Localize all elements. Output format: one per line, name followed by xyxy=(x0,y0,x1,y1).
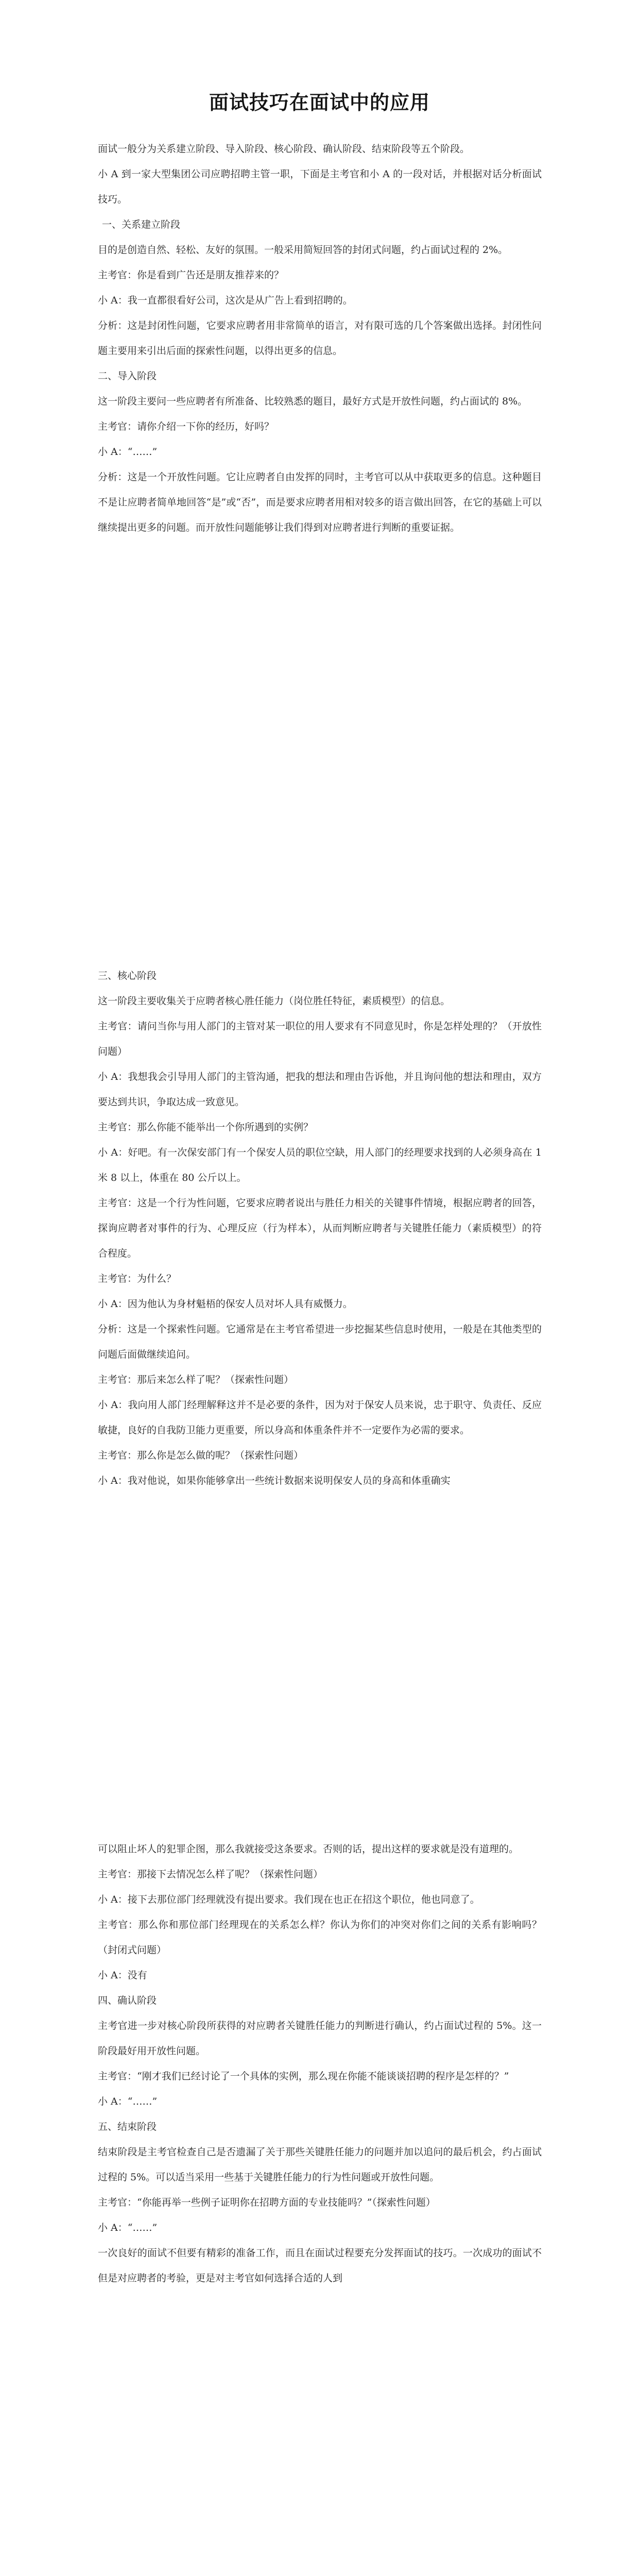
paragraph: 主考官：那么你是怎么做的呢？（探索性问题） xyxy=(98,1450,304,1461)
page-title: 面试技巧在面试中的应用 xyxy=(209,91,430,114)
paragraph: 可以阻止坏人的犯罪企图，那么我就接受这条要求。否则的话，提出这样的要求就是没有道理的。 xyxy=(98,1843,519,1855)
paragraph: 主考官：那么你和那位部门经理现在的关系怎么样？你认为你们的冲突对你们之间的关系有影响吗？（封闭式问题） xyxy=(98,1919,542,1956)
paragraph: 面试一般分为关系建立阶段、导入阶段、核心阶段、确认阶段、结束阶段等五个阶段。 xyxy=(98,143,470,155)
paragraph: 小 A：“……” xyxy=(98,2222,158,2233)
paragraph: 主考官：为什么？ xyxy=(98,1273,177,1284)
paragraph: 小 A：接下去那位部门经理就没有提出要求。我们现在也正在招这个职位，他也同意了。 xyxy=(98,1894,480,1905)
paragraph: 主考官：请问当你与用人部门的主管对某一职位的用人要求有不同意见时，你是怎样处理的？（开放性问题） xyxy=(98,1021,542,1057)
paragraph: 主考官：请你介绍一下你的经历，好吗？ xyxy=(98,421,274,432)
section-heading: 四、确认阶段 xyxy=(98,1995,157,2006)
paragraph: 结束阶段是主考官检查自己是否遗漏了关于那些关键胜任能力的问题并加以追问的最后机会，约占面试过程的 5%。可以适当采用一些基于关键胜任能力的行为性问题或开放性问题。 xyxy=(98,2146,542,2183)
paragraph: 主考官：那么你能不能举出一个你所遇到的实例？ xyxy=(98,1122,314,1133)
text-block-2 xyxy=(98,963,542,1494)
paragraph: 这一阶段主要问一些应聘者有所准备、比较熟悉的题目，最好方式是开放性问题，约占面试的 8%。 xyxy=(98,396,528,407)
paragraph: 小 A：“……” xyxy=(98,446,158,457)
paragraph: 小 A：我对他说，如果你能够拿出一些统计数据来说明保安人员的身高和体重确实 xyxy=(98,1475,451,1486)
paragraph: 小 A：我想我会引导用人部门的主管沟通，把我的想法和理由告诉他，并且询问他的想法和理由，双方要达到共识，争取达成一致意见。 xyxy=(98,1071,542,1108)
text-block-1 xyxy=(98,137,542,540)
paragraph: 分析：这是一个探索性问题。它通常是在主考官希望进一步挖掘某些信息时使用，一般是在其他类型的问题后面做继续追问。 xyxy=(98,1324,542,1360)
section-heading: 一、关系建立阶段 xyxy=(102,219,181,230)
text-block-3 xyxy=(98,1837,542,2291)
paragraph: 小 A 到一家大型集团公司应聘招聘主管一职，下面是主考官和小 A 的一段对话，并根据对话分析面试技巧。 xyxy=(98,168,542,205)
paragraph: 小 A：因为他认为身材魁梧的保安人员对坏人具有威慑力。 xyxy=(98,1298,353,1310)
paragraph: 主考官：“刚才我们已经讨论了一个具体的实例，那么现在你能不能谈谈招聘的程序是怎样的？” xyxy=(98,2071,509,2082)
section-heading: 三、核心阶段 xyxy=(98,970,157,981)
section-heading: 二、导入阶段 xyxy=(98,370,157,382)
paragraph: 主考官：“你能再举一些例子证明你在招聘方面的专业技能吗？”（探索性问题） xyxy=(98,2197,436,2208)
paragraph: 主考官进一步对核心阶段所获得的对应聘者关键胜任能力的判断进行确认，约占面试过程的 5%。这一阶段最好用开放性问题。 xyxy=(98,2020,542,2057)
paragraph: 小 A：好吧。有一次保安部门有一个保安人员的职位空缺，用人部门的经理要求找到的人必须身高在 1 米 8 以上，体重在 80 公斤以上。 xyxy=(98,1147,542,1183)
paragraph: 主考官：你是看到广告还是朋友推荐来的？ xyxy=(98,269,284,281)
paragraph: 小 A：“……” xyxy=(98,2096,158,2107)
section-heading: 五、结束阶段 xyxy=(98,2121,157,2132)
paragraph: 这一阶段主要收集关于应聘者核心胜任能力（岗位胜任特征，素质模型）的信息。 xyxy=(98,995,451,1007)
paragraph: 主考官：那接下去情况怎么样了呢？（探索性问题） xyxy=(98,1869,323,1880)
paragraph: 小 A：我向用人部门经理解释这并不是必要的条件，因为对于保安人员来说，忠于职守、负责任、反应敏捷，良好的自我防卫能力更重要，所以身高和体重条件并不一定要作为必需的要求。 xyxy=(98,1399,542,1436)
paragraph: 小 A：没有 xyxy=(98,1970,147,1981)
paragraph: 分析：这是封闭性问题，它要求应聘者用非常简单的语言，对有限可选的几个答案做出选择。封闭性问题主要用来引出后面的探索性问题，以得出更多的信息。 xyxy=(98,320,542,357)
paragraph: 一次良好的面试不但要有精彩的准备工作，而且在面试过程要充分发挥面试的技巧。一次成功的面试不但是对应聘者的考验，更是对主考官如何选择合适的人到 xyxy=(98,2247,542,2284)
paragraph: 主考官：那后来怎么样了呢？（探索性问题） xyxy=(98,1374,294,1385)
paragraph: 小 A：我一直都很看好公司，这次是从广告上看到招聘的。 xyxy=(98,295,353,306)
paragraph: 分析：这是一个开放性问题。它让应聘者自由发挥的同时，主考官可以从中获取更多的信息。这种题目不是让应聘者简单地回答“是”或“否”，而是要求应聘者用相对较多的语言做出回答，在它的基础上可以继续提出更多的问题。而开放性问题能够让我们得到对应聘者进行判断的重要证据。 xyxy=(98,471,542,533)
paragraph: 目的是创造自然、轻松、友好的氛围。一般采用简短回答的封闭式问题，约占面试过程的 2%。 xyxy=(98,244,508,256)
paragraph: 主考官：这是一个行为性问题，它要求应聘者说出与胜任力相关的关键事件情境，根据应聘者的回答，探询应聘者对事件的行为、心理反应（行为样本），从而判断应聘者与关键胜任能力（素质模型）的符合程度。 xyxy=(98,1197,542,1259)
